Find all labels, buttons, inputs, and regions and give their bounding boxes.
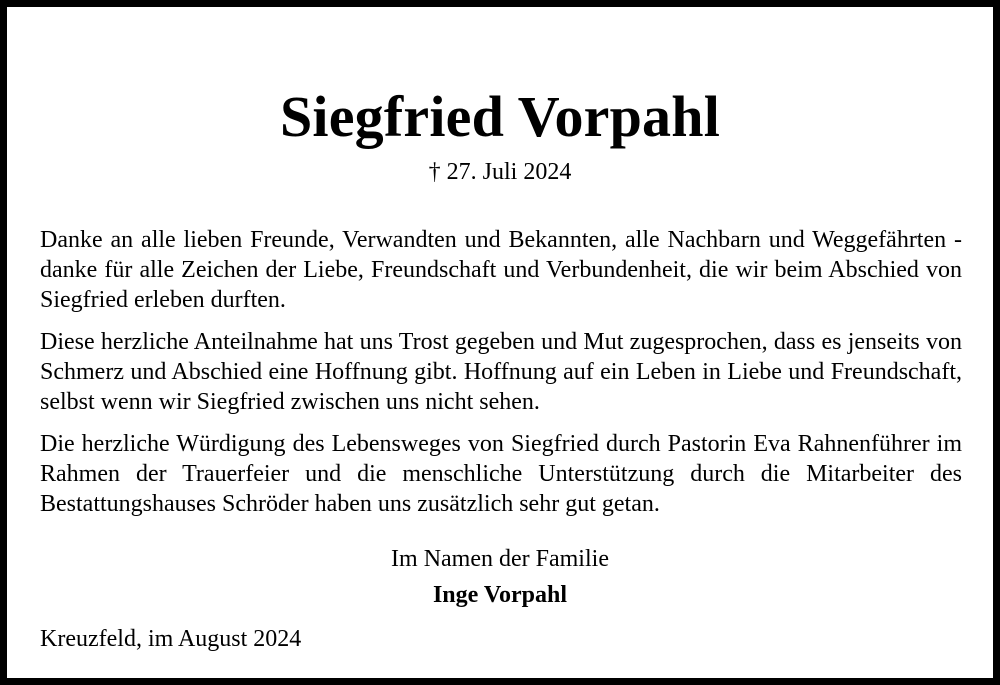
deceased-name: Siegfried Vorpahl bbox=[279, 84, 721, 149]
death-date: † 27. Juli 2024 bbox=[428, 159, 572, 185]
paragraph-acknowledgement: Die herzliche Würdigung des Lebensweges von Siegfried durch Pastorin Eva Rahnenführer im Rahmen der Trauerfeier und die menschliche Unterstützung durch die Mitarbeiter des Bestattungshauses Schröder haben uns zusätzlich sehr gut getan. bbox=[40, 431, 962, 517]
paragraph-hope: Diese herzliche Anteilnahme hat uns Trost gegeben und Mut zugesprochen, dass es jenseits von Schmerz und Abschied eine Hoffnung gibt. Hoffnung auf ein Leben in Liebe und Freundschaft, selbst wenn wir Siegfried zwischen uns nicht sehen. bbox=[40, 329, 962, 415]
signature-intro: Im Namen der Familie bbox=[391, 546, 609, 572]
notice-body bbox=[40, 225, 962, 531]
paragraph-thanks: Danke an alle lieben Freunde, Verwandten und Bekannten, alle Nachbarn und Weggefährten - danke für alle Zeichen der Liebe, Freundschaft und Verbundenheit, die wir beim Abschied von Siegfried erleben durften. bbox=[40, 227, 962, 313]
signature-name: Inge Vorpahl bbox=[432, 582, 568, 608]
place-date: Kreuzfeld, im August 2024 bbox=[40, 626, 302, 652]
